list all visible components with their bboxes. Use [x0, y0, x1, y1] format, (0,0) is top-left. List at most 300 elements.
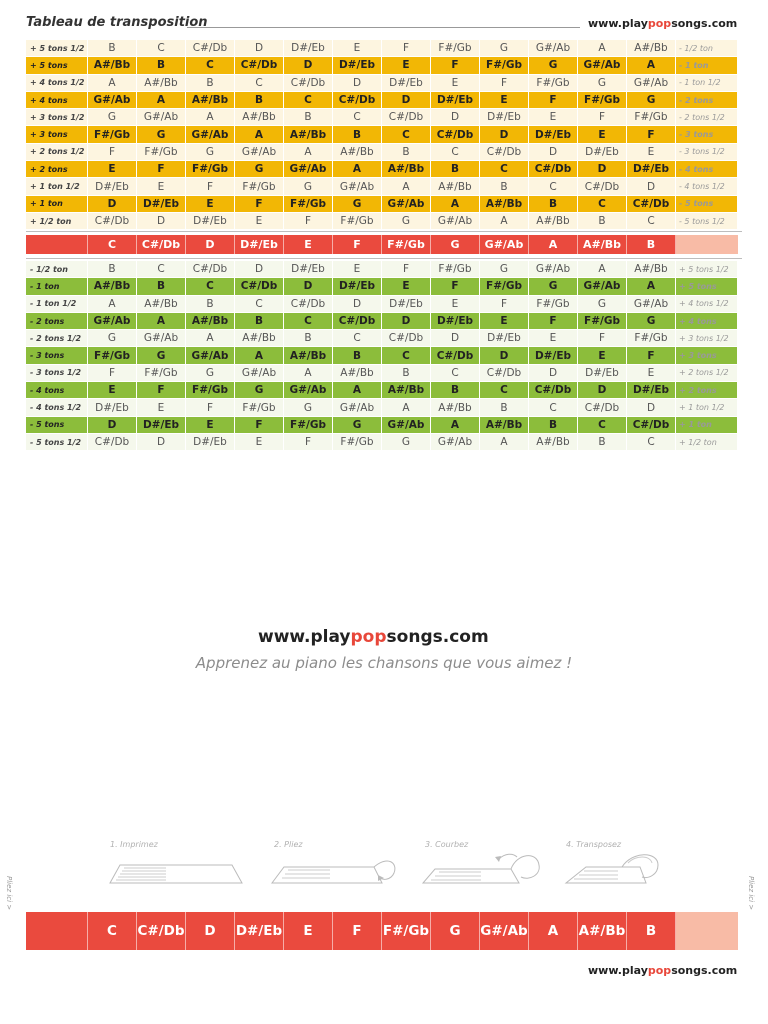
note-cell: D#/Eb — [137, 196, 186, 213]
note-cell: E — [382, 278, 431, 295]
note-cell: C — [284, 313, 333, 330]
note-cell: D — [333, 296, 382, 313]
note-cell: A — [333, 161, 382, 178]
note-cell: F#/Gb — [333, 434, 382, 451]
note-cell: B — [382, 365, 431, 382]
note-cell: F#/Gb — [431, 40, 480, 57]
note-cell: F — [186, 178, 235, 195]
note-cell: B — [88, 261, 137, 278]
note-cell: A — [382, 178, 431, 195]
note-cell: B — [88, 40, 137, 57]
note-cell: E — [431, 296, 480, 313]
print-illustration-icon — [106, 853, 246, 891]
note-cell: A#/Bb — [137, 296, 186, 313]
note-cell: A#/Bb — [88, 57, 137, 74]
note-cell: A — [578, 40, 627, 57]
row-label: + 5 tons 1/2 — [26, 40, 88, 57]
note-cell: D — [88, 196, 137, 213]
note-cell: C#/Db — [480, 144, 529, 161]
note-cell: G — [235, 382, 284, 399]
note-cell: F — [137, 161, 186, 178]
note-cell: D — [578, 161, 627, 178]
step-label: 1. Imprimez — [110, 840, 158, 849]
note-cell: A — [235, 126, 284, 143]
row-inverse-label: + 2 tons 1/2 — [676, 365, 738, 382]
note-cell: G#/Ab — [333, 399, 382, 416]
title-rule — [187, 27, 580, 28]
note-cell: D — [235, 40, 284, 57]
note-cell: A — [431, 196, 480, 213]
row-label: + 3 tons — [26, 126, 88, 143]
note-cell: A#/Bb — [284, 126, 333, 143]
note-cell: C — [186, 278, 235, 295]
note-cell: G — [382, 213, 431, 230]
note-cell: B — [431, 161, 480, 178]
note-cell: D#/Eb — [137, 417, 186, 434]
note-cell: A#/Bb — [480, 417, 529, 434]
note-cell: D#/Eb — [88, 399, 137, 416]
note-cell: A#/Bb — [284, 347, 333, 364]
transpose-up-table — [26, 40, 738, 230]
note-cell: C#/Db — [235, 278, 284, 295]
note-cell: C#/Db — [431, 347, 480, 364]
note-cell: F#/Gb — [529, 296, 578, 313]
note-cell: F — [529, 313, 578, 330]
reference-note: A — [529, 912, 578, 950]
note-cell: A — [480, 434, 529, 451]
row-inverse-label: - 4 tons 1/2 — [676, 178, 738, 195]
note-cell: D#/Eb — [578, 365, 627, 382]
note-cell: G#/Ab — [529, 40, 578, 57]
note-cell: D — [235, 261, 284, 278]
note-cell: D — [137, 434, 186, 451]
row-inverse-label: + 1 ton 1/2 — [676, 399, 738, 416]
note-cell: C — [382, 347, 431, 364]
note-cell: G#/Ab — [382, 417, 431, 434]
note-cell: F — [137, 382, 186, 399]
note-cell: D#/Eb — [627, 161, 676, 178]
note-cell: B — [137, 57, 186, 74]
reference-note: G#/Ab — [480, 235, 529, 254]
note-cell: F#/Gb — [186, 161, 235, 178]
note-cell: F#/Gb — [235, 178, 284, 195]
note-cell: F — [480, 296, 529, 313]
row-inverse-label: - 2 tons — [676, 92, 738, 109]
note-cell: F#/Gb — [186, 382, 235, 399]
logo-www: www.play — [588, 964, 648, 977]
note-cell: D — [431, 109, 480, 126]
note-cell: C — [627, 213, 676, 230]
note-cell: A#/Bb — [382, 161, 431, 178]
note-cell: A#/Bb — [186, 92, 235, 109]
note-cell: G#/Ab — [137, 109, 186, 126]
note-cell: B — [480, 399, 529, 416]
reference-note: C — [88, 912, 137, 950]
note-cell: C — [529, 399, 578, 416]
note-cell: B — [186, 75, 235, 92]
row-inverse-label: + 3 tons 1/2 — [676, 330, 738, 347]
reference-note: D — [186, 235, 235, 254]
note-cell: F#/Gb — [578, 92, 627, 109]
note-cell: D — [284, 278, 333, 295]
note-cell: B — [382, 144, 431, 161]
note-cell: E — [235, 213, 284, 230]
note-cell: G — [235, 161, 284, 178]
note-cell: E — [627, 365, 676, 382]
note-cell: G — [137, 126, 186, 143]
note-cell: F — [284, 434, 333, 451]
note-cell: A#/Bb — [137, 75, 186, 92]
reference-note: C#/Db — [137, 235, 186, 254]
logo-pop: pop — [647, 964, 672, 977]
note-cell: F#/Gb — [235, 399, 284, 416]
tagline: Apprenez au piano les chansons que vous aimez ! — [195, 654, 573, 672]
note-cell: C — [382, 126, 431, 143]
note-cell: A — [186, 330, 235, 347]
note-cell: C — [627, 434, 676, 451]
row-inverse-label: - 4 tons — [676, 161, 738, 178]
note-cell: D — [431, 330, 480, 347]
note-cell: F — [382, 40, 431, 57]
note-cell: G#/Ab — [88, 313, 137, 330]
row-label: - 4 tons 1/2 — [26, 399, 88, 416]
note-cell: A — [137, 92, 186, 109]
curve-illustration-icon — [421, 853, 561, 891]
note-cell: G — [529, 278, 578, 295]
note-cell: D#/Eb — [333, 57, 382, 74]
row-label: - 1 ton — [26, 278, 88, 295]
logo-top[interactable] — [588, 17, 737, 30]
note-cell: A — [88, 296, 137, 313]
row-label: - 2 tons 1/2 — [26, 330, 88, 347]
note-cell: F — [382, 261, 431, 278]
note-cell: B — [529, 417, 578, 434]
note-cell: C — [529, 178, 578, 195]
note-cell: G — [284, 178, 333, 195]
note-cell: C#/Db — [431, 126, 480, 143]
note-cell: E — [333, 40, 382, 57]
note-cell: D#/Eb — [529, 347, 578, 364]
reference-strip-top — [26, 235, 738, 254]
note-cell: F#/Gb — [529, 75, 578, 92]
reference-note: F#/Gb — [382, 235, 431, 254]
note-cell: C — [137, 40, 186, 57]
note-cell: A — [235, 347, 284, 364]
note-cell: D — [480, 347, 529, 364]
row-inverse-label: - 1 ton — [676, 57, 738, 74]
reference-note: D#/Eb — [235, 235, 284, 254]
note-cell: A — [431, 417, 480, 434]
note-cell: D — [382, 92, 431, 109]
note-cell: E — [578, 347, 627, 364]
note-cell: G — [480, 261, 529, 278]
note-cell: E — [529, 109, 578, 126]
note-cell: F#/Gb — [284, 196, 333, 213]
note-cell: C#/Db — [88, 213, 137, 230]
note-cell: B — [431, 382, 480, 399]
note-cell: F#/Gb — [578, 313, 627, 330]
note-cell: C#/Db — [529, 382, 578, 399]
note-cell: A#/Bb — [529, 434, 578, 451]
reference-note: E — [284, 235, 333, 254]
note-cell: C#/Db — [333, 313, 382, 330]
note-cell: B — [235, 92, 284, 109]
note-cell: G — [333, 196, 382, 213]
note-cell: G — [529, 57, 578, 74]
note-cell: B — [333, 126, 382, 143]
row-inverse-label: - 3 tons 1/2 — [676, 144, 738, 161]
note-cell: G#/Ab — [333, 178, 382, 195]
note-cell: G#/Ab — [627, 296, 676, 313]
note-cell: E — [627, 144, 676, 161]
note-cell: D — [627, 399, 676, 416]
note-cell: G — [137, 347, 186, 364]
note-cell: G#/Ab — [431, 213, 480, 230]
note-cell: A#/Bb — [431, 399, 480, 416]
note-cell: D — [284, 57, 333, 74]
note-cell: G — [480, 40, 529, 57]
reference-note: C#/Db — [137, 912, 186, 950]
note-cell: D#/Eb — [382, 296, 431, 313]
row-inverse-label: + 5 tons — [676, 278, 738, 295]
note-cell: C — [186, 57, 235, 74]
note-cell: B — [480, 178, 529, 195]
note-cell: D#/Eb — [480, 109, 529, 126]
note-cell: D#/Eb — [529, 126, 578, 143]
note-cell: D — [529, 144, 578, 161]
note-cell: G — [627, 313, 676, 330]
note-cell: G — [333, 417, 382, 434]
note-cell: E — [333, 261, 382, 278]
note-cell: G — [382, 434, 431, 451]
note-cell: E — [137, 399, 186, 416]
note-cell: C — [480, 382, 529, 399]
note-cell: F — [88, 365, 137, 382]
note-cell: D#/Eb — [578, 144, 627, 161]
note-cell: E — [431, 75, 480, 92]
note-cell: B — [284, 330, 333, 347]
note-cell: G#/Ab — [137, 330, 186, 347]
note-cell: B — [529, 196, 578, 213]
note-cell: G — [88, 330, 137, 347]
fold-mark-left: Pliez ici > — [5, 876, 13, 911]
note-cell: C — [431, 144, 480, 161]
row-label: - 5 tons 1/2 — [26, 434, 88, 451]
note-cell: A — [382, 399, 431, 416]
note-cell: F — [529, 92, 578, 109]
logo-www: www.play — [588, 17, 648, 30]
reference-note: F — [333, 235, 382, 254]
note-cell: D#/Eb — [480, 330, 529, 347]
row-label: + 3 tons 1/2 — [26, 109, 88, 126]
note-cell: D — [480, 126, 529, 143]
note-cell: C#/Db — [333, 92, 382, 109]
note-cell: A#/Bb — [333, 144, 382, 161]
note-cell: G — [578, 75, 627, 92]
note-cell: F — [431, 57, 480, 74]
note-cell: A — [480, 213, 529, 230]
note-cell: C#/Db — [382, 109, 431, 126]
row-inverse-label: + 3 tons — [676, 347, 738, 364]
note-cell: C#/Db — [627, 196, 676, 213]
reference-note: B — [627, 235, 676, 254]
row-label: - 2 tons — [26, 313, 88, 330]
note-cell: G#/Ab — [235, 365, 284, 382]
note-cell: E — [186, 417, 235, 434]
note-cell: A — [284, 144, 333, 161]
note-cell: C#/Db — [578, 399, 627, 416]
note-cell: G#/Ab — [578, 57, 627, 74]
row-label: - 1 ton 1/2 — [26, 296, 88, 313]
note-cell: A#/Bb — [529, 213, 578, 230]
note-cell: D#/Eb — [431, 313, 480, 330]
note-cell: D#/Eb — [284, 261, 333, 278]
note-cell: G — [578, 296, 627, 313]
note-cell: D#/Eb — [431, 92, 480, 109]
logo-www: www.play — [258, 627, 351, 647]
note-cell: G#/Ab — [578, 278, 627, 295]
note-cell: G — [88, 109, 137, 126]
note-cell: C#/Db — [235, 57, 284, 74]
logo-center[interactable] — [258, 627, 489, 647]
note-cell: F — [88, 144, 137, 161]
row-label: + 4 tons — [26, 92, 88, 109]
note-cell: A#/Bb — [333, 365, 382, 382]
note-cell: A — [578, 261, 627, 278]
reference-note: C — [88, 235, 137, 254]
note-cell: A — [333, 382, 382, 399]
reference-note: A — [529, 235, 578, 254]
row-inverse-label: + 2 tons — [676, 382, 738, 399]
note-cell: F#/Gb — [431, 261, 480, 278]
logo-bottom[interactable] — [588, 964, 737, 977]
row-label: + 1/2 ton — [26, 213, 88, 230]
note-cell: F — [186, 399, 235, 416]
note-cell: C — [235, 296, 284, 313]
note-cell: C — [333, 330, 382, 347]
strip-start — [26, 235, 88, 254]
note-cell: G#/Ab — [186, 347, 235, 364]
row-label: + 2 tons — [26, 161, 88, 178]
row-label: - 1/2 ton — [26, 261, 88, 278]
note-cell: G#/Ab — [284, 161, 333, 178]
step-curve — [421, 840, 571, 891]
note-cell: C — [137, 261, 186, 278]
note-cell: C#/Db — [578, 178, 627, 195]
note-cell: E — [137, 178, 186, 195]
row-label: - 5 tons — [26, 417, 88, 434]
note-cell: F#/Gb — [88, 347, 137, 364]
reference-note: G#/Ab — [480, 912, 529, 950]
note-cell: E — [529, 330, 578, 347]
page-title: Tableau de transposition — [26, 15, 208, 30]
step-fold — [270, 840, 420, 891]
note-cell: C — [235, 75, 284, 92]
note-cell: D — [627, 178, 676, 195]
note-cell: D — [382, 313, 431, 330]
note-cell: F — [480, 75, 529, 92]
note-cell: G#/Ab — [627, 75, 676, 92]
note-cell: F — [627, 347, 676, 364]
reference-note: D — [186, 912, 235, 950]
note-cell: F — [578, 330, 627, 347]
strip-end — [676, 912, 738, 950]
note-cell: F#/Gb — [137, 144, 186, 161]
note-cell: F#/Gb — [627, 109, 676, 126]
note-cell: G#/Ab — [235, 144, 284, 161]
note-cell: F — [431, 278, 480, 295]
note-cell: A#/Bb — [627, 261, 676, 278]
note-cell: D#/Eb — [284, 40, 333, 57]
logo-pop: pop — [647, 17, 672, 30]
row-inverse-label: - 5 tons 1/2 — [676, 213, 738, 230]
note-cell: A#/Bb — [480, 196, 529, 213]
divider-line — [26, 231, 742, 232]
note-cell: C — [431, 365, 480, 382]
note-cell: A#/Bb — [627, 40, 676, 57]
note-cell: B — [333, 347, 382, 364]
reference-note: F#/Gb — [382, 912, 431, 950]
note-cell: F#/Gb — [627, 330, 676, 347]
note-cell: C#/Db — [284, 75, 333, 92]
note-cell: A#/Bb — [235, 109, 284, 126]
note-cell: C#/Db — [186, 40, 235, 57]
reference-note: B — [627, 912, 676, 950]
note-cell: A — [186, 109, 235, 126]
note-cell: B — [284, 109, 333, 126]
row-inverse-label: + 1/2 ton — [676, 434, 738, 451]
note-cell: E — [186, 196, 235, 213]
note-cell: C#/Db — [529, 161, 578, 178]
note-cell: C#/Db — [88, 434, 137, 451]
row-label: - 4 tons — [26, 382, 88, 399]
step-transpose — [562, 840, 712, 891]
row-inverse-label: + 4 tons — [676, 313, 738, 330]
note-cell: G — [284, 399, 333, 416]
note-cell: D — [333, 75, 382, 92]
note-cell: D#/Eb — [333, 278, 382, 295]
logo-rest: songs.com — [671, 17, 738, 30]
note-cell: F#/Gb — [333, 213, 382, 230]
note-cell: F — [235, 196, 284, 213]
note-cell: F — [284, 213, 333, 230]
row-inverse-label: - 1 ton 1/2 — [676, 75, 738, 92]
note-cell: G — [627, 92, 676, 109]
note-cell: A#/Bb — [431, 178, 480, 195]
transpose-down-table — [26, 261, 738, 451]
note-cell: G#/Ab — [431, 434, 480, 451]
row-label: + 1 ton — [26, 196, 88, 213]
step-label: 3. Courbez — [425, 840, 469, 849]
row-label: + 1 ton 1/2 — [26, 178, 88, 195]
note-cell: D — [529, 365, 578, 382]
transpose-illustration-icon — [562, 853, 702, 891]
reference-note: F — [333, 912, 382, 950]
note-cell: B — [186, 296, 235, 313]
row-inverse-label: + 5 tons 1/2 — [676, 261, 738, 278]
reference-strip-bottom — [26, 912, 738, 950]
step-label: 4. Transposez — [566, 840, 622, 849]
note-cell: D#/Eb — [186, 213, 235, 230]
note-cell: A — [627, 57, 676, 74]
step-label: 2. Pliez — [274, 840, 303, 849]
note-cell: C#/Db — [627, 417, 676, 434]
note-cell: E — [480, 313, 529, 330]
note-cell: F — [627, 126, 676, 143]
note-cell: A — [284, 365, 333, 382]
note-cell: D#/Eb — [88, 178, 137, 195]
note-cell: C#/Db — [382, 330, 431, 347]
